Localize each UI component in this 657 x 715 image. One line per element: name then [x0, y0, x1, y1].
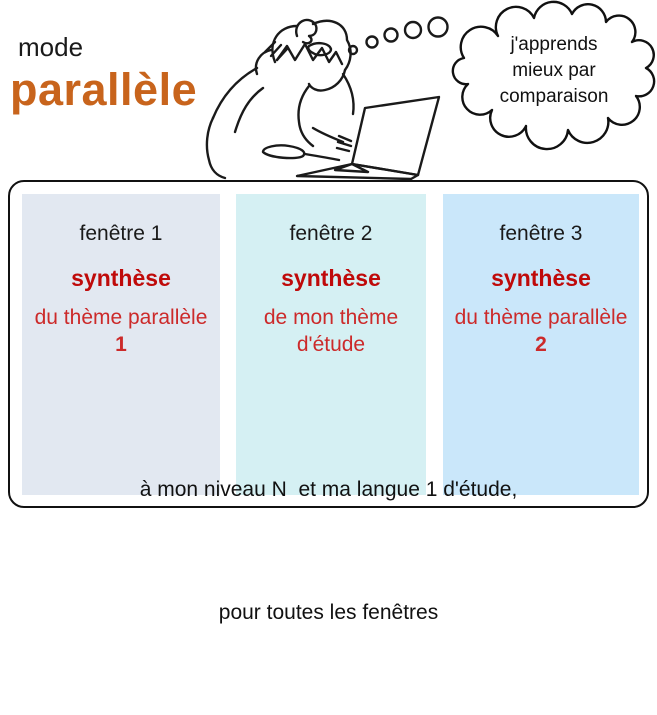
theme-line: d'étude — [296, 333, 366, 356]
mode-title: parallèle — [10, 64, 198, 115]
window-label: fenêtre 2 — [289, 222, 373, 245]
thought-bubble-text — [470, 32, 638, 110]
footer-note — [10, 387, 647, 715]
thought-dots-icon — [349, 18, 448, 55]
person-sketch — [207, 20, 354, 178]
laptop-icon — [297, 97, 439, 179]
footer-line-1: à mon niveau N et ma langue 1 d'étude, — [139, 478, 518, 501]
thought-line: comparaison — [499, 86, 609, 107]
window-label: fenêtre 3 — [499, 222, 583, 245]
theme-line: du thème parallèle — [34, 306, 208, 329]
synthese-label: synthèse — [491, 265, 591, 291]
thought-line: mieux par — [512, 60, 596, 81]
thought-line: j'apprends — [510, 34, 598, 55]
theme-number: 1 — [115, 333, 127, 356]
footer-line-2: pour toutes les fenêtres — [218, 601, 439, 624]
window-label: fenêtre 1 — [79, 222, 163, 245]
synthese-label: synthèse — [281, 265, 381, 291]
theme-number: 2 — [535, 333, 547, 356]
windows-panel — [8, 180, 649, 624]
mode-label: mode — [18, 32, 84, 62]
theme-line: du thème parallèle — [454, 306, 628, 329]
synthese-label: synthèse — [71, 265, 171, 291]
person-at-laptop-illustration — [205, 0, 460, 180]
theme-line: de mon thème — [263, 306, 399, 329]
